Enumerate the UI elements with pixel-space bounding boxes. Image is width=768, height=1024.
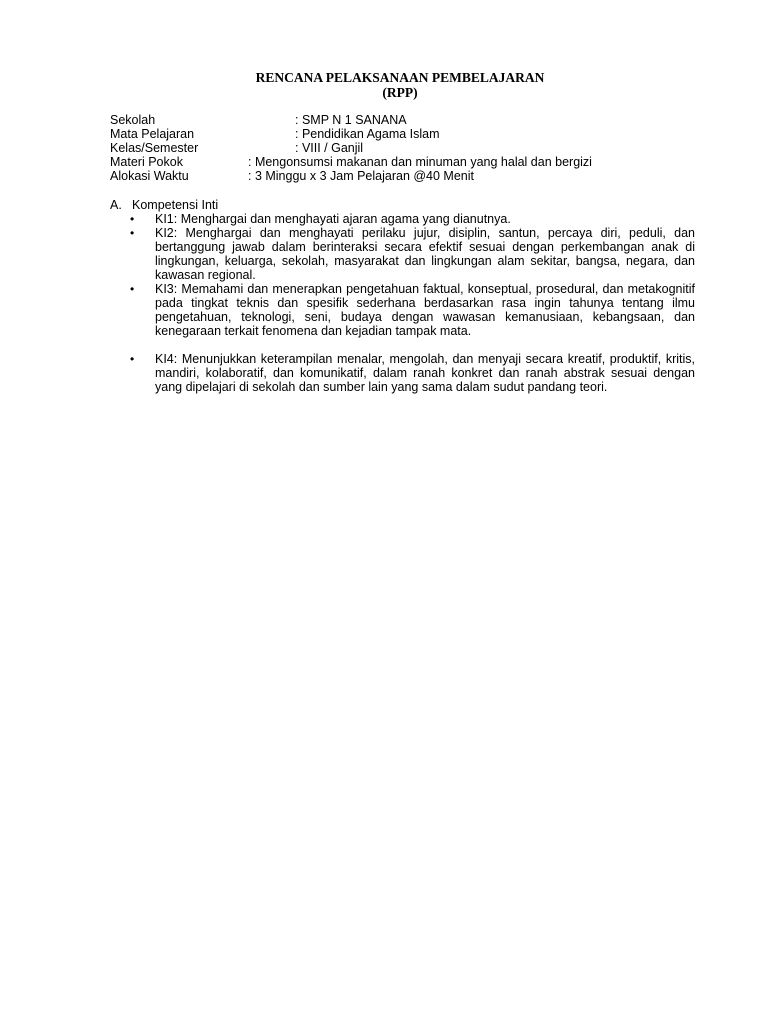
list-item-text: KI3: Memahami dan menerapkan pengetahuan faktual, konseptual, prosedural, dan metakognitif pada tingkat teknis dan spesifik sederhana berdasarkan rasa ingin tahunya tentang ilmu pengetahuan, teknologi, seni, budaya dengan wawasan kemanusiaan, kebangsaan, dan kenegaraan terkait fenomena dan kejadian tampak mata. <box>155 282 695 338</box>
bullet-icon: • <box>130 212 135 226</box>
info-value: : SMP N 1 SANANA <box>295 113 407 127</box>
info-label: Kelas/Semester <box>110 141 199 155</box>
list-item-text: KI4: Menunjukkan keterampilan menalar, mengolah, dan menyaji secara kreatif, produktif, kritis, mandiri, kolaboratif, dan komunikatif, dalam ranah konkret dan ranah abstrak sesuai dengan yang dipelajari di sekolah dan sumber lain yang sama dalam sudut pandang teori. <box>155 352 695 394</box>
info-label: Materi Pokok <box>110 155 183 169</box>
document-subtitle: (RPP) <box>382 85 418 100</box>
info-value: : Mengonsumsi makanan dan minuman yang halal dan bergizi <box>248 155 592 169</box>
info-label: Mata Pelajaran <box>110 127 195 141</box>
section-title: Kompetensi Inti <box>132 198 219 212</box>
bullet-icon: • <box>130 226 135 240</box>
info-label: Alokasi Waktu <box>110 169 189 183</box>
bullet-icon: • <box>130 282 135 296</box>
list-item-text: KI2: Menghargai dan menghayati perilaku jujur, disiplin, santun, percaya diri, peduli, dan bertanggung jawab dalam berinteraksi secara efektif sesuai dengan perkembangan anak di lingkungan, keluarga, sekolah, masyarakat dan lingkungan alam sekitar, bangsa, negara, dan kawasan regional. <box>155 226 695 282</box>
info-value: : Pendidikan Agama Islam <box>295 127 440 141</box>
bullet-icon: • <box>130 352 135 366</box>
section-letter: A. <box>110 198 122 212</box>
list-item-text: KI1: Menghargai dan menghayati ajaran agama yang dianutnya. <box>155 212 511 226</box>
info-label: Sekolah <box>110 113 156 127</box>
info-value: : VIII / Ganjil <box>295 141 364 155</box>
document-title: RENCANA PELAKSANAAN PEMBELAJARAN <box>255 70 545 85</box>
info-value: : 3 Minggu x 3 Jam Pelajaran @40 Menit <box>248 169 474 183</box>
